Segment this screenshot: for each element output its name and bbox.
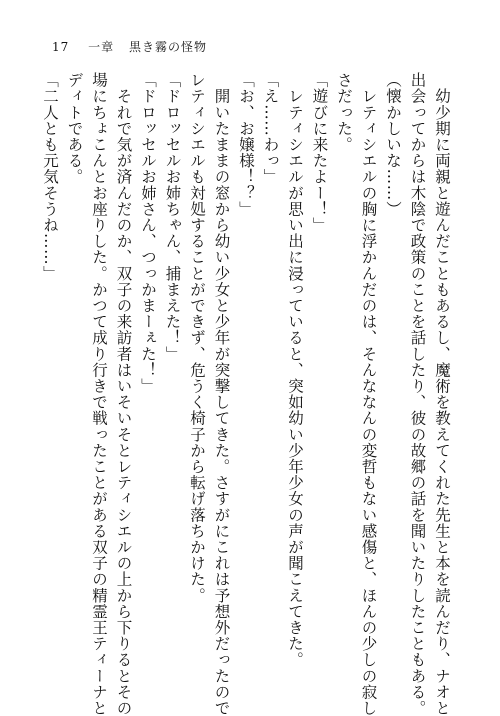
text-line: レティシエルの胸に浮かんだのは、そんななんの変哲もない感傷と、ほんの少しの寂し: [359, 72, 378, 716]
text-line: レティシエルも対処することができず、危うく椅子から転げ落ちかけた。: [188, 72, 206, 604]
text-line: ディトである。: [65, 72, 84, 185]
text-line: 幼少期に両親と遊んだこともあるし、魔術を教えてくれた先生と本を読んだり、ナオと: [433, 72, 451, 716]
text-line: 「ドロッセルお姉ちゃん、捕まえた！」: [163, 72, 182, 362]
text-line: 「二人とも元気そうね……」: [41, 72, 59, 282]
text-line: 開いたままの窓から幼い少女と少年が突撃してきた。さすがにこれは予想外だったので: [212, 72, 231, 716]
body-text: [41, 72, 454, 716]
text-line: それで気が済んだのか、双子の来訪者はいそいそとレティシエルの上から下りるとその: [114, 72, 133, 716]
text-line: 「遊びに来たよー！」: [310, 72, 329, 233]
chapter-title: 黒き霧の怪物: [128, 40, 207, 54]
chapter-label: 一章: [88, 40, 115, 54]
text-line: （懐かしいな……）: [384, 72, 402, 217]
text-line: 「え……わっ」: [261, 72, 280, 185]
page-number: 17: [52, 40, 70, 54]
text-line: レティシエルが思い出に浸っていると、突如幼い少年少女の声が聞こえてきた。: [286, 72, 304, 668]
text-line: 「ドロッセルお姉さん、つっかまーぇた！」: [139, 72, 157, 394]
text-line: 「お、お嬢様！？」: [237, 72, 255, 217]
text-line: 出会ってからは木陰で政策のことを話したり、彼の故郷の話を聞いたりしたこともある。: [408, 72, 427, 716]
text-line: 場にちょこんとお座りした。かつて成り行きで戦ったことがある双子の精霊王ティーナと: [90, 72, 108, 716]
running-head: [52, 38, 207, 55]
text-line: さだった。: [335, 72, 353, 153]
